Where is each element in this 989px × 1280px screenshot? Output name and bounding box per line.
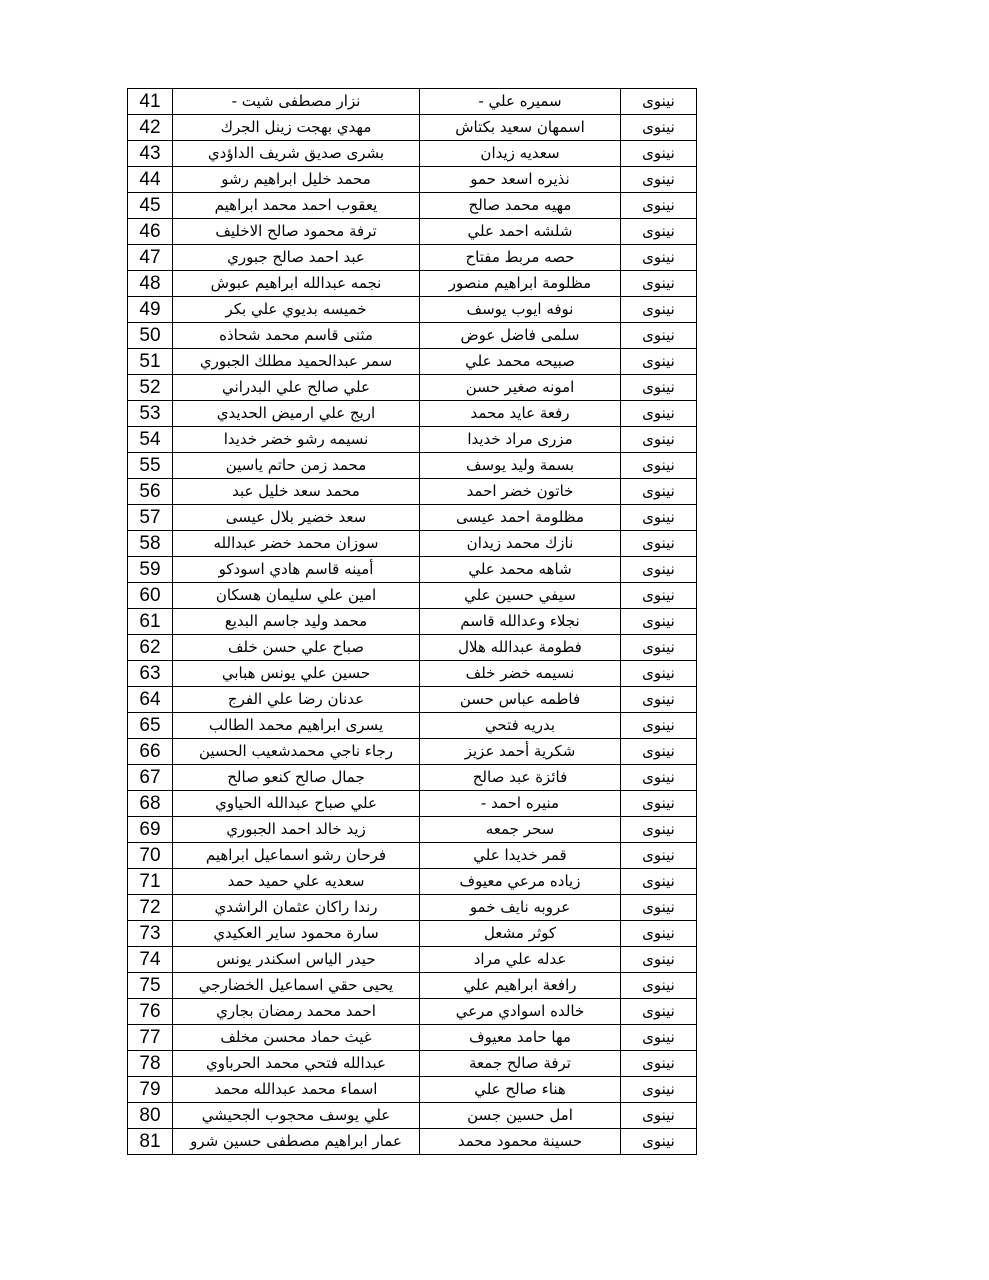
full-name-cell: عبد احمد صالح جبوري [173, 245, 420, 271]
mother-name-cell: خاتون خضر احمد [420, 479, 621, 505]
row-number-cell: 78 [128, 1051, 173, 1077]
table-row [128, 505, 697, 531]
table-row [128, 557, 697, 583]
full-name-cell: زيد خالد احمد الجبوري [173, 817, 420, 843]
row-number-cell: 49 [128, 297, 173, 323]
table-row [128, 427, 697, 453]
table-row [128, 141, 697, 167]
row-number-cell: 73 [128, 921, 173, 947]
governorate-cell: نينوى [621, 583, 697, 609]
mother-name-cell: زياده مرعي معيوف [420, 869, 621, 895]
table-row [128, 947, 697, 973]
row-number-cell: 67 [128, 765, 173, 791]
mother-name-cell: مها حامد معيوف [420, 1025, 621, 1051]
governorate-cell: نينوى [621, 505, 697, 531]
table-row [128, 713, 697, 739]
full-name-cell: محمد زمن حاتم ياسين [173, 453, 420, 479]
governorate-cell: نينوى [621, 167, 697, 193]
table-row [128, 323, 697, 349]
table-row [128, 635, 697, 661]
row-number-cell: 55 [128, 453, 173, 479]
row-number-cell: 63 [128, 661, 173, 687]
governorate-cell: نينوى [621, 89, 697, 115]
mother-name-cell: سعديه زيدان [420, 141, 621, 167]
row-number-cell: 52 [128, 375, 173, 401]
full-name-cell: محمد خليل ابراهيم رشو [173, 167, 420, 193]
mother-name-cell: عروبه نايف خمو [420, 895, 621, 921]
mother-name-cell: هناء صالح علي [420, 1077, 621, 1103]
governorate-cell: نينوى [621, 1129, 697, 1155]
governorate-cell: نينوى [621, 323, 697, 349]
mother-name-cell: نجلاء وعدالله قاسم [420, 609, 621, 635]
mother-name-cell: كوثر مشعل [420, 921, 621, 947]
full-name-cell: علي يوسف محجوب الجحيشي [173, 1103, 420, 1129]
mother-name-cell: خالده اسوادي مرعي [420, 999, 621, 1025]
full-name-cell: يعقوب احمد محمد ابراهيم [173, 193, 420, 219]
full-name-cell: سارة محمود ساير العكيدي [173, 921, 420, 947]
roster-table-body [128, 89, 697, 1155]
governorate-cell: نينوى [621, 427, 697, 453]
governorate-cell: نينوى [621, 557, 697, 583]
governorate-cell: نينوى [621, 999, 697, 1025]
governorate-cell: نينوى [621, 531, 697, 557]
mother-name-cell: رفعة عايد محمد [420, 401, 621, 427]
mother-name-cell: سيفي حسين علي [420, 583, 621, 609]
mother-name-cell: قمر خديدا علي [420, 843, 621, 869]
row-number-cell: 41 [128, 89, 173, 115]
governorate-cell: نينوى [621, 739, 697, 765]
row-number-cell: 74 [128, 947, 173, 973]
governorate-cell: نينوى [621, 1025, 697, 1051]
full-name-cell: جمال صالح كنعو صالح [173, 765, 420, 791]
full-name-cell: غيث حماد محسن مخلف [173, 1025, 420, 1051]
mother-name-cell: منيره احمد - [420, 791, 621, 817]
full-name-cell: سمر عبدالحميد مطلك الجبوري [173, 349, 420, 375]
governorate-cell: نينوى [621, 817, 697, 843]
governorate-cell: نينوى [621, 1077, 697, 1103]
full-name-cell: فرحان رشو اسماعيل ابراهيم [173, 843, 420, 869]
row-number-cell: 60 [128, 583, 173, 609]
governorate-cell: نينوى [621, 349, 697, 375]
governorate-cell: نينوى [621, 375, 697, 401]
governorate-cell: نينوى [621, 921, 697, 947]
table-row [128, 609, 697, 635]
row-number-cell: 66 [128, 739, 173, 765]
mother-name-cell: بسمة وليد يوسف [420, 453, 621, 479]
full-name-cell: علي صالح علي البدراني [173, 375, 420, 401]
governorate-cell: نينوى [621, 401, 697, 427]
table-row [128, 1051, 697, 1077]
table-row [128, 687, 697, 713]
governorate-cell: نينوى [621, 141, 697, 167]
full-name-cell: يسرى ابراهيم محمد الطالب [173, 713, 420, 739]
mother-name-cell: نوفه ايوب يوسف [420, 297, 621, 323]
table-row [128, 297, 697, 323]
mother-name-cell: مظلومة ابراهيم منصور [420, 271, 621, 297]
table-row [128, 739, 697, 765]
full-name-cell: محمد وليد جاسم البديع [173, 609, 420, 635]
governorate-cell: نينوى [621, 1051, 697, 1077]
row-number-cell: 46 [128, 219, 173, 245]
governorate-cell: نينوى [621, 791, 697, 817]
full-name-cell: مهدي بهجت زينل الجرك [173, 115, 420, 141]
governorate-cell: نينوى [621, 1103, 697, 1129]
row-number-cell: 79 [128, 1077, 173, 1103]
row-number-cell: 77 [128, 1025, 173, 1051]
table-row [128, 895, 697, 921]
row-number-cell: 62 [128, 635, 173, 661]
table-row [128, 115, 697, 141]
table-row [128, 245, 697, 271]
table-row [128, 1103, 697, 1129]
mother-name-cell: سحر جمعه [420, 817, 621, 843]
row-number-cell: 72 [128, 895, 173, 921]
table-row [128, 817, 697, 843]
full-name-cell: احمد محمد رمضان بجاري [173, 999, 420, 1025]
mother-name-cell: مظلومة احمد عيسى [420, 505, 621, 531]
governorate-cell: نينوى [621, 973, 697, 999]
table-row [128, 219, 697, 245]
mother-name-cell: شكرية أحمد عزيز [420, 739, 621, 765]
row-number-cell: 51 [128, 349, 173, 375]
row-number-cell: 81 [128, 1129, 173, 1155]
governorate-cell: نينوى [621, 115, 697, 141]
table-row [128, 661, 697, 687]
governorate-cell: نينوى [621, 193, 697, 219]
mother-name-cell: اسمهان سعيد بكتاش [420, 115, 621, 141]
full-name-cell: نجمه عبدالله ابراهيم عبوش [173, 271, 420, 297]
full-name-cell: حسين علي يونس هبابي [173, 661, 420, 687]
governorate-cell: نينوى [621, 609, 697, 635]
governorate-cell: نينوى [621, 245, 697, 271]
table-row [128, 869, 697, 895]
full-name-cell: عبدالله فتحي محمد الحرباوي [173, 1051, 420, 1077]
table-row [128, 167, 697, 193]
row-number-cell: 69 [128, 817, 173, 843]
full-name-cell: رندا راكان عثمان الراشدي [173, 895, 420, 921]
governorate-cell: نينوى [621, 895, 697, 921]
row-number-cell: 43 [128, 141, 173, 167]
table-row [128, 999, 697, 1025]
row-number-cell: 76 [128, 999, 173, 1025]
full-name-cell: امين علي سليمان هسكان [173, 583, 420, 609]
governorate-cell: نينوى [621, 687, 697, 713]
mother-name-cell: امل حسين جسن [420, 1103, 621, 1129]
table-row [128, 453, 697, 479]
mother-name-cell: شلشه احمد علي [420, 219, 621, 245]
mother-name-cell: نذيره اسعد حمو [420, 167, 621, 193]
mother-name-cell: حسينة محمود محمد [420, 1129, 621, 1155]
table-row [128, 921, 697, 947]
full-name-cell: رجاء ناجي محمدشعيب الحسين [173, 739, 420, 765]
table-row [128, 375, 697, 401]
full-name-cell: أمينه قاسم هادي اسودكو [173, 557, 420, 583]
full-name-cell: يحيى حقي اسماعيل الخضارجي [173, 973, 420, 999]
full-name-cell: خميسه بديوي علي بكر [173, 297, 420, 323]
row-number-cell: 45 [128, 193, 173, 219]
mother-name-cell: فائزة عبد صالح [420, 765, 621, 791]
mother-name-cell: نسيمه خضر خلف [420, 661, 621, 687]
row-number-cell: 70 [128, 843, 173, 869]
mother-name-cell: عدله علي مراد [420, 947, 621, 973]
mother-name-cell: سلمى فاضل عوض [420, 323, 621, 349]
mother-name-cell: فاطمه عباس حسن [420, 687, 621, 713]
governorate-cell: نينوى [621, 297, 697, 323]
row-number-cell: 61 [128, 609, 173, 635]
row-number-cell: 68 [128, 791, 173, 817]
full-name-cell: نسيمه رشو خضر خديدا [173, 427, 420, 453]
governorate-cell: نينوى [621, 479, 697, 505]
table-row [128, 479, 697, 505]
governorate-cell: نينوى [621, 219, 697, 245]
full-name-cell: بشرى صديق شريف الداؤدي [173, 141, 420, 167]
mother-name-cell: فطومة عبدالله هلال [420, 635, 621, 661]
row-number-cell: 50 [128, 323, 173, 349]
mother-name-cell: بدريه فتحي [420, 713, 621, 739]
row-number-cell: 53 [128, 401, 173, 427]
mother-name-cell: سميره علي - [420, 89, 621, 115]
governorate-cell: نينوى [621, 713, 697, 739]
mother-name-cell: ترفة صالح جمعة [420, 1051, 621, 1077]
row-number-cell: 44 [128, 167, 173, 193]
table-row [128, 89, 697, 115]
table-row [128, 271, 697, 297]
row-number-cell: 57 [128, 505, 173, 531]
row-number-cell: 54 [128, 427, 173, 453]
full-name-cell: حيدر الياس اسكندر يونس [173, 947, 420, 973]
full-name-cell: عمار ابراهيم مصطفى حسين شرو [173, 1129, 420, 1155]
governorate-cell: نينوى [621, 843, 697, 869]
full-name-cell: اريج علي ارميض الحديدي [173, 401, 420, 427]
table-row [128, 1129, 697, 1155]
table-row [128, 973, 697, 999]
row-number-cell: 75 [128, 973, 173, 999]
row-number-cell: 65 [128, 713, 173, 739]
full-name-cell: اسماء محمد عبدالله محمد [173, 1077, 420, 1103]
full-name-cell: عدنان رضا علي الفرج [173, 687, 420, 713]
row-number-cell: 80 [128, 1103, 173, 1129]
full-name-cell: سعد خضير بلال عيسى [173, 505, 420, 531]
row-number-cell: 64 [128, 687, 173, 713]
mother-name-cell: حصه مربط مفتاح [420, 245, 621, 271]
mother-name-cell: صبيحه محمد علي [420, 349, 621, 375]
table-row [128, 765, 697, 791]
full-name-cell: مثنى قاسم محمد شحاذه [173, 323, 420, 349]
row-number-cell: 47 [128, 245, 173, 271]
mother-name-cell: مزرى مراد خديدا [420, 427, 621, 453]
governorate-cell: نينوى [621, 869, 697, 895]
full-name-cell: نزار مصطفى شيت - [173, 89, 420, 115]
governorate-cell: نينوى [621, 271, 697, 297]
table-row [128, 531, 697, 557]
table-row [128, 843, 697, 869]
mother-name-cell: نازك محمد زيدان [420, 531, 621, 557]
full-name-cell: سعديه علي حميد حمد [173, 869, 420, 895]
table-row [128, 791, 697, 817]
full-name-cell: ترفة محمود صالح الاخليف [173, 219, 420, 245]
row-number-cell: 48 [128, 271, 173, 297]
table-row [128, 349, 697, 375]
full-name-cell: سوزان محمد خضر عبدالله [173, 531, 420, 557]
table-row [128, 1077, 697, 1103]
row-number-cell: 71 [128, 869, 173, 895]
roster-table [127, 88, 697, 1155]
table-row [128, 193, 697, 219]
table-row [128, 401, 697, 427]
table-row [128, 1025, 697, 1051]
full-name-cell: علي صباح عبدالله الحياوي [173, 791, 420, 817]
row-number-cell: 42 [128, 115, 173, 141]
row-number-cell: 58 [128, 531, 173, 557]
row-number-cell: 59 [128, 557, 173, 583]
mother-name-cell: رافعة ابراهيم علي [420, 973, 621, 999]
governorate-cell: نينوى [621, 453, 697, 479]
full-name-cell: صباح علي حسن خلف [173, 635, 420, 661]
mother-name-cell: شاهه محمد علي [420, 557, 621, 583]
governorate-cell: نينوى [621, 635, 697, 661]
governorate-cell: نينوى [621, 947, 697, 973]
mother-name-cell: امونه صغير حسن [420, 375, 621, 401]
mother-name-cell: مهيه محمد صالح [420, 193, 621, 219]
governorate-cell: نينوى [621, 661, 697, 687]
governorate-cell: نينوى [621, 765, 697, 791]
row-number-cell: 56 [128, 479, 173, 505]
full-name-cell: محمد سعد خليل عبد [173, 479, 420, 505]
table-row [128, 583, 697, 609]
